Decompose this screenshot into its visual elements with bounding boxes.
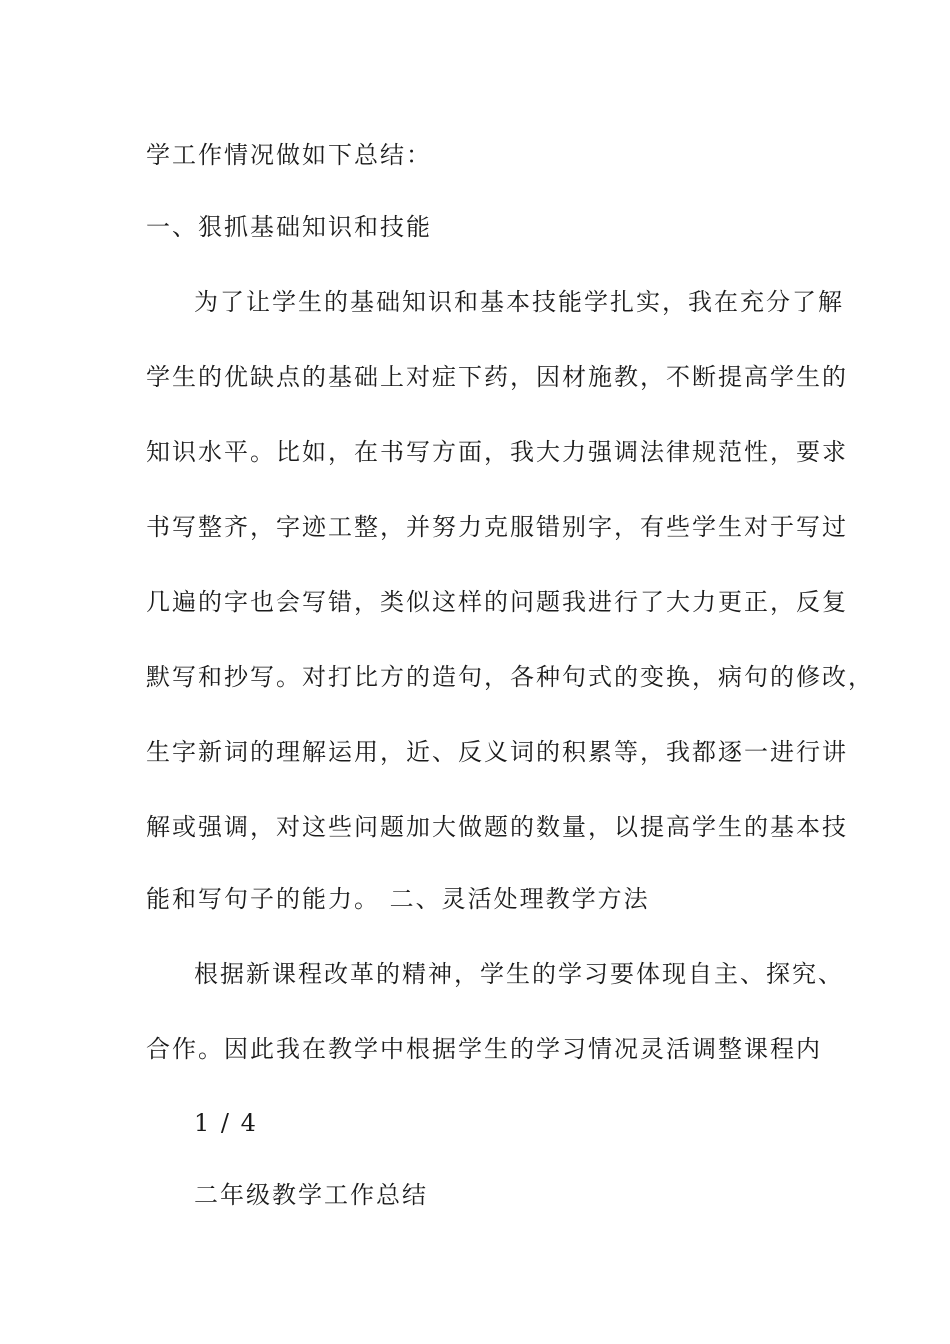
footer-title: 二年级教学工作总结: [194, 1181, 428, 1209]
text-line: 解或强调，对这些问题加大做题的数量，以提高学生的基本技: [146, 813, 848, 841]
text-line: 几遍的字也会写错，类似这样的问题我进行了大力更正，反复: [146, 588, 848, 616]
text-line: 合作。因此我在教学中根据学生的学习情况灵活调整课程内: [146, 1035, 822, 1063]
section-heading: 一、狠抓基础知识和技能: [146, 213, 432, 241]
text-line: 能和写句子的能力。 二、灵活处理教学方法: [146, 885, 650, 913]
paragraph-first-line: 根据新课程改革的精神，学生的学习要体现自主、探究、: [194, 960, 844, 988]
text-line: 生字新词的理解运用，近、反义词的积累等，我都逐一进行讲: [146, 738, 848, 766]
text-line: 默写和抄写。对打比方的造句，各种句式的变换，病句的修改，: [146, 663, 874, 691]
page-number: 1 / 4: [194, 1109, 258, 1137]
text-line: 学工作情况做如下总结：: [146, 141, 432, 169]
text-line: 书写整齐，字迹工整，并努力克服错别字，有些学生对于写过: [146, 513, 848, 541]
text-line: 知识水平。比如，在书写方面，我大力强调法律规范性，要求: [146, 438, 848, 466]
text-line: 学生的优缺点的基础上对症下药，因材施教，不断提高学生的: [146, 363, 848, 391]
paragraph-first-line: 为了让学生的基础知识和基本技能学扎实，我在充分了解: [194, 288, 844, 316]
